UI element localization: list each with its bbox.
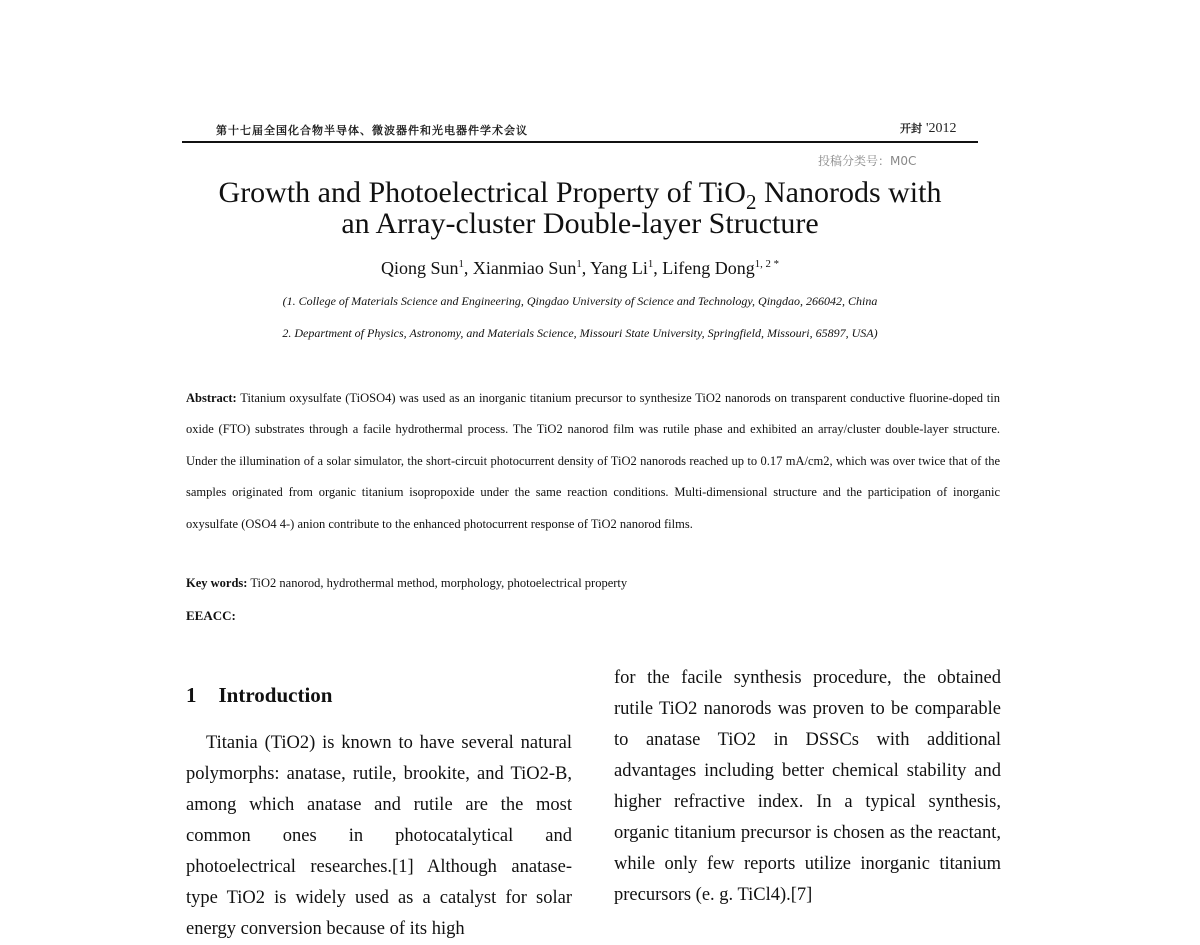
- affiliation-2: 2. Department of Physics, Astronomy, and Materials Science, Missouri State University, Springfield, Missouri, 65897, USA): [282, 326, 878, 340]
- affiliation-1: (1. College of Materials Science and Engineering, Qingdao University of Science and Technology, Qingdao, 266042, China: [282, 294, 878, 308]
- submission-category: 投稿分类号：M0C: [818, 154, 917, 168]
- abstract: [186, 383, 1000, 540]
- section-number: 1: [186, 683, 197, 707]
- abstract-label: Abstract:: [186, 391, 237, 405]
- author: Lifeng Dong: [662, 258, 755, 278]
- intro-column-left: Titania (TiO2) is known to have several natural polymorphs: anatase, rutile, brookite, and TiO2-B, among which anatase and rutile are the most common ones in photocatalytical and photoelectrical researches.[1] Although anatase-type TiO2 is widely used as a catalyst for solar energy conversion because of its high: [186, 733, 572, 939]
- intro-column-right: for the facile synthesis procedure, the obtained rutile TiO2 nanorods was proven to be comparable to anatase TiO2 in DSSCs with additional advantages including better chemical stability and higher refractive index. In a typical synthesis, organic titanium precursor is chosen as the reactant, while only few reports utilize inorganic titanium precursors (e. g. TiCl4).[7]: [614, 668, 1001, 905]
- author-list: Qiong Sun$^1$, Xianmiao Sun$^1$, Yang Li$^1$, Lifeng Dong$^{1, 2 *}$: [380, 258, 780, 278]
- author: Qiong Sun: [380, 258, 459, 278]
- paper-title-line-2: an Array-cluster Double-layer Structure: [341, 207, 819, 240]
- conference-location: 开封: [900, 122, 922, 135]
- author: Yang Li: [590, 258, 648, 278]
- section-heading: [186, 683, 354, 708]
- conference-date: [900, 120, 957, 137]
- conference-year: '2012: [926, 121, 957, 136]
- author: Xianmiao Sun: [472, 258, 577, 278]
- conference-header: 第十七届全国化合物半导体、微波器件和光电器件学术会议: [216, 124, 528, 137]
- abstract-text: Titanium oxysulfate (TiOSO4) was used as an inorganic titanium precursor to synthesize TiO2 nanorods on transparent conductive fluorine-doped tin oxide (FTO) substrates through a facile hydrothermal process. The TiO2 nanorod film was rutile phase and exhibited an array/cluster double-layer structure. Under the illumination of a solar simulator, the short-circuit photocurrent density of TiO2 nanorods reached up to 0.17 mA/cm2, which was over twice that of the samples originated from organic titanium isopropoxide under the same reaction conditions. Multi-dimensional structure and the participation of inorganic oxysulfate (OSO4 4-) anion contribute to the enhanced photocurrent response of TiO2 nanorod films.: [186, 391, 1000, 531]
- eeacc-label: EEACC:: [186, 608, 236, 623]
- keywords: [186, 576, 627, 591]
- paper-title-line-1: Growth and Photoelectrical Property of TiO$_2$ Nanorods with: [218, 176, 942, 214]
- header-rule: [182, 141, 978, 143]
- section-title: Introduction: [218, 683, 333, 707]
- keywords-text: TiO2 nanorod, hydrothermal method, morphology, photoelectrical property: [250, 576, 628, 590]
- keywords-label: Key words:: [186, 576, 248, 590]
